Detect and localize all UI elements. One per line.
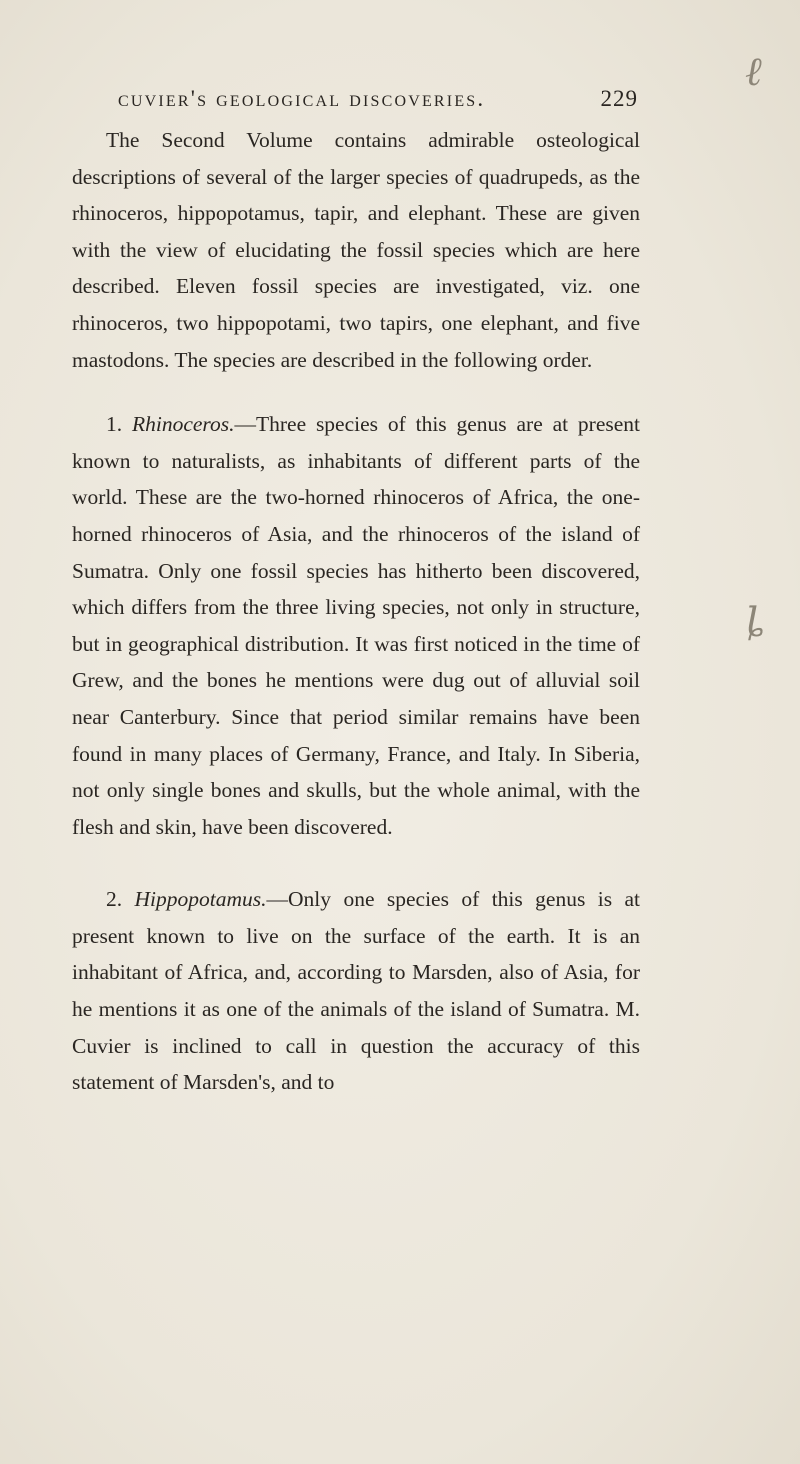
margin-pencil-mark: ȴ xyxy=(745,600,766,646)
section-number: 1. xyxy=(106,412,123,437)
paragraph-hippopotamus xyxy=(72,881,640,1101)
margin-pencil-mark: ℓ xyxy=(745,49,762,95)
section-heading-rhinoceros: Rhinoceros. xyxy=(131,412,235,437)
body-text xyxy=(72,122,640,1101)
running-head xyxy=(118,86,638,116)
paragraph-rhinoceros-text: —Three species of this genus are at present known to naturalists, as inhabitants of different parts of the world. These are the two-horned rhinoceros of Africa, the one-horned rhinoceros of Asia, and the rhinoceros of the island of Sumatra. Only one fossil species has hitherto been discovered, which differs from the three living species, not only in structure, but in geographical distribution. It was first noticed in the time of Grew, and the bones he mentions were dug out of alluvial soil near Canterbury. Since that period similar remains have been found in many places of Germany, France, and Italy. In Siberia, not only single bones and skulls, but the whole animal, with the flesh and skin, have been discovered. xyxy=(72,412,641,839)
paragraph-intro-text: The Second Volume contains admirable osteological descriptions of several of the larger species of quadrupeds, as the rhinoceros, hippopotamus, tapir, and elephant. These are given with the view of elucidating the fossil species which are here described. Eleven fossil species are investigated, viz. one rhinoceros, two hippopotami, two tapirs, one elephant, and five mastodons. The species are described in the following order. xyxy=(72,128,640,372)
paragraph-intro xyxy=(72,122,640,378)
paragraph-hippopotamus-text: —Only one species of this genus is at present known to live on the surface of the earth. It is an inhabitant of Africa, and, according to Marsden, also of Asia, for he mentions it as one of the animals of the island of Sumatra. M. Cuvier is inclined to call in question the accuracy of this statement of Marsden's, and to xyxy=(72,887,640,1095)
running-title: cuvier's geological discoveries. xyxy=(118,86,486,111)
section-number: 2. xyxy=(106,887,123,912)
paragraph-rhinoceros xyxy=(72,406,640,845)
section-heading-hippopotamus: Hippopotamus. xyxy=(134,887,267,912)
page-number: 229 xyxy=(600,86,638,111)
